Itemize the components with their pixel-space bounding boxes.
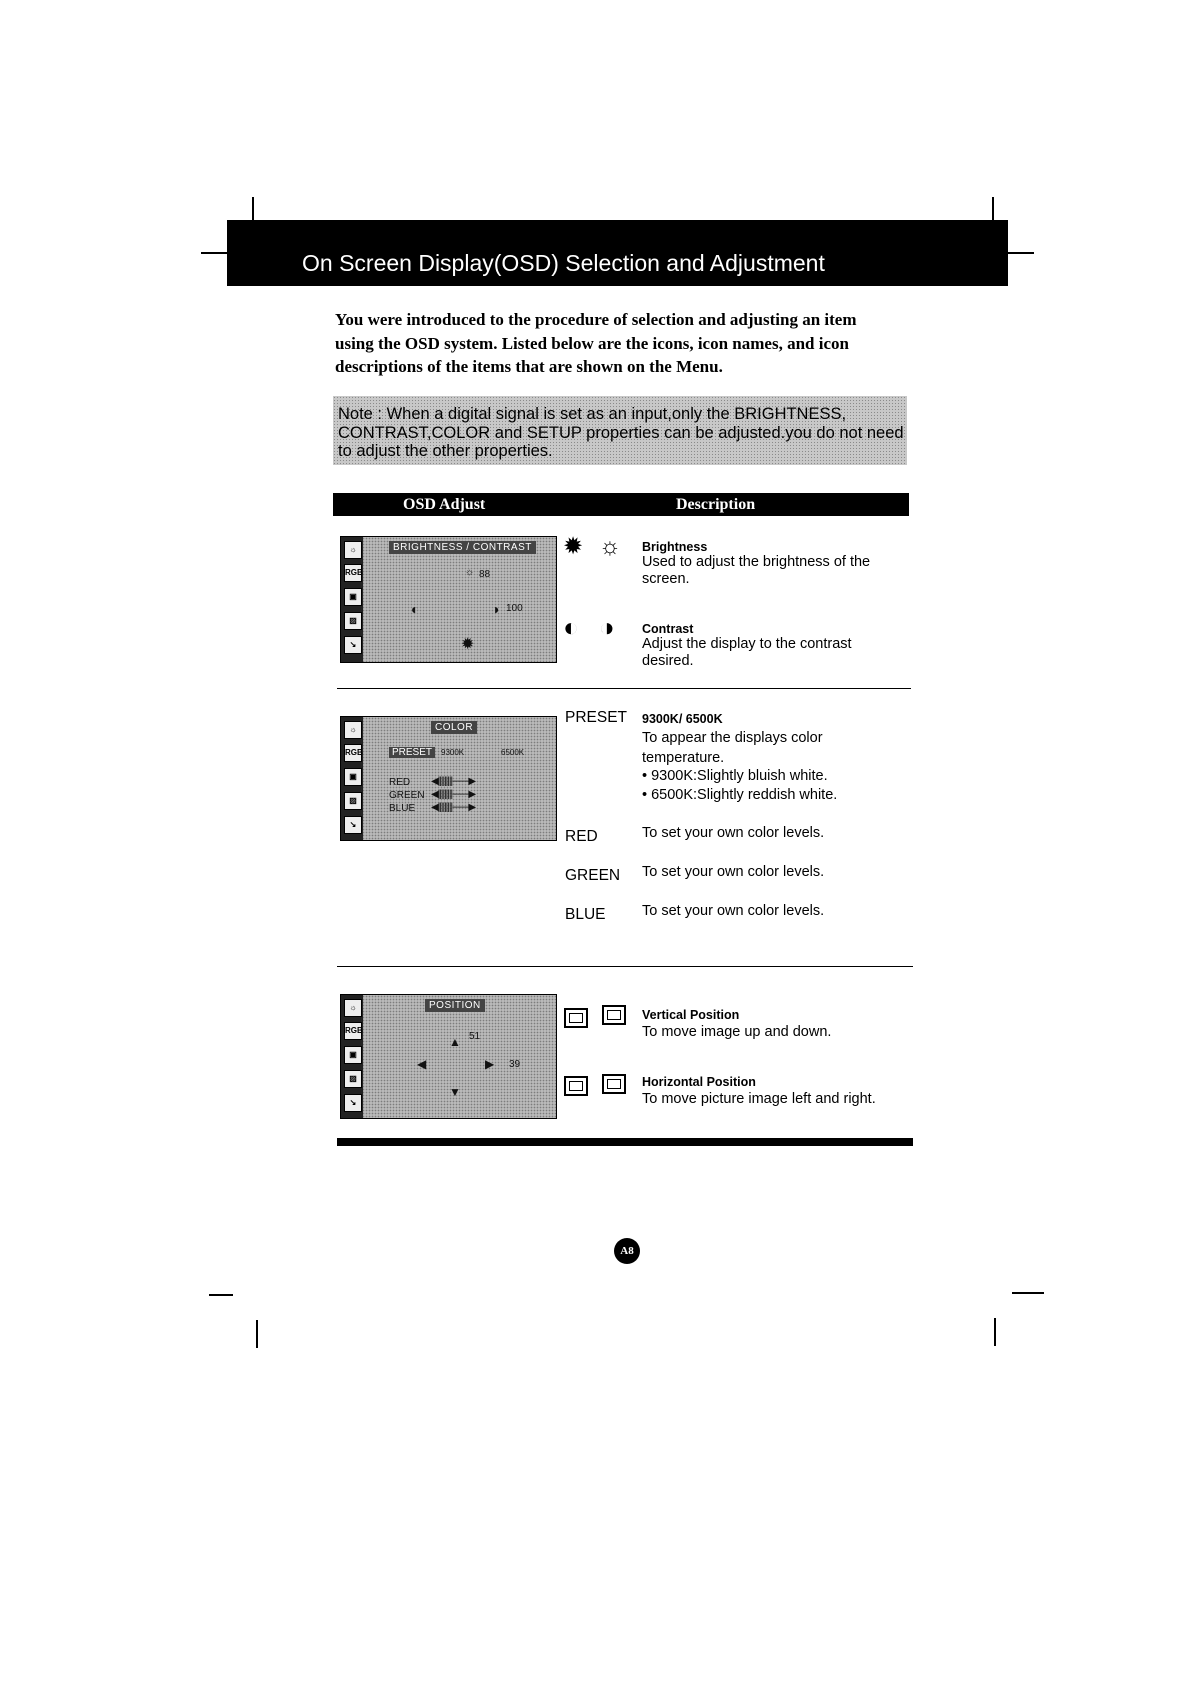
osd-icon-column [341, 995, 363, 1118]
footer-rule [337, 1138, 913, 1146]
osd-value: 51 [469, 1031, 481, 1042]
osd-sun-glyph: ☼ [465, 567, 475, 578]
col-osd-adjust: OSD Adjust [403, 496, 486, 513]
setup-icon: ▨ [344, 1070, 362, 1088]
osd-value: 100 [506, 603, 523, 614]
slider-bar: ◀|||||||||-------▶ [431, 789, 476, 800]
section-divider [337, 966, 913, 967]
setup-icon: ▨ [344, 612, 362, 630]
brightness-label: Brightness [642, 540, 708, 554]
crop-mark [994, 1318, 996, 1346]
contrast-label: Contrast [642, 622, 694, 636]
section-divider [337, 688, 911, 689]
osd-screen-color [340, 716, 557, 841]
sun-icon: ☼ [344, 999, 362, 1017]
contrast-desc: Adjust the display to the contrast desired. [642, 636, 852, 669]
preset-bullet: • 6500K:Slightly reddish white. [642, 787, 838, 803]
horizontal-left-icon [564, 1076, 588, 1096]
exit-icon: ↘ [344, 636, 362, 654]
horizontal-right-icon [602, 1074, 626, 1094]
osd-value: 88 [479, 569, 491, 580]
intro-paragraph: You were introduced to the procedure of selection and adjusting an item using the OSD system. Listed below are the icons, icon names, and icon descriptions of the items that are shown on the Menu. [335, 310, 857, 376]
osd-icon-column [341, 537, 363, 662]
preset-name: PRESET [565, 709, 628, 726]
osd-option: 9300K [441, 748, 465, 757]
red-name: RED [565, 828, 598, 845]
brightness-desc: Used to adjust the brightness of the screen. [642, 554, 871, 587]
green-name: GREEN [565, 867, 621, 884]
left-arrow-icon: ◀ [417, 1057, 427, 1071]
vertical-up-icon [602, 1005, 626, 1025]
preset-bullet: • 9300K:Slightly bluish white. [642, 768, 828, 784]
contrast-icon: ◐ [411, 601, 420, 617]
horizontal-label: Horizontal Position [642, 1075, 756, 1089]
osd-red: RED [389, 777, 411, 788]
blue-desc: To set your own color levels. [642, 903, 825, 919]
green-desc: To set your own color levels. [642, 864, 825, 880]
crop-mark [201, 252, 227, 254]
blue-name: BLUE [565, 906, 606, 923]
osd-title: COLOR [431, 721, 477, 734]
sun-icon: ☼ [344, 541, 362, 559]
slider-bar: ◀|||||||||-------▶ [431, 802, 476, 813]
table-header [333, 493, 909, 516]
osd-blue: BLUE [389, 803, 416, 814]
position-icon: ▣ [344, 1046, 362, 1064]
rgb-icon: RGB [344, 1022, 362, 1040]
down-arrow-icon: ▼ [449, 1085, 461, 1099]
contrast-icon: ◑ [491, 601, 500, 617]
page-number: A8 [614, 1238, 640, 1264]
rgb-icon: RGB [344, 564, 362, 582]
slider-bar: ◀|||||||||-------▶ [431, 776, 476, 787]
vertical-desc: To move image up and down. [642, 1024, 832, 1040]
osd-preset: PRESET [389, 747, 435, 758]
up-arrow-icon: ▲ [449, 1035, 461, 1049]
osd-screen-brightness [340, 536, 557, 663]
sun-icon: ✹ [461, 636, 475, 653]
contrast-icon: ◑ [599, 612, 615, 642]
osd-value: 39 [509, 1059, 521, 1070]
osd-option: 6500K [501, 748, 525, 757]
brightness-dark-icon: ✹ [563, 533, 584, 560]
exit-icon: ↘ [344, 1094, 362, 1112]
brightness-light-icon: ☼ [599, 533, 621, 560]
exit-icon: ↘ [344, 816, 362, 834]
osd-title: POSITION [425, 999, 485, 1012]
horizontal-desc: To move picture image left and right. [642, 1091, 876, 1107]
vertical-label: Vertical Position [642, 1008, 740, 1022]
position-icon: ▣ [344, 588, 362, 606]
osd-green: GREEN [389, 790, 425, 801]
rgb-icon: RGB [344, 744, 362, 762]
sun-icon: ☼ [344, 721, 362, 739]
crop-mark [1012, 1292, 1044, 1294]
osd-icon-column [341, 717, 363, 840]
osd-title: BRIGHTNESS / CONTRAST [389, 541, 536, 554]
position-icon: ▣ [344, 768, 362, 786]
vertical-down-icon [564, 1008, 588, 1028]
preset-desc: To appear the displays color temperature. [642, 730, 823, 766]
col-description: Description [676, 496, 756, 513]
osd-screen-position [340, 994, 557, 1119]
crop-mark [1008, 252, 1034, 254]
page-title: On Screen Display(OSD) Selection and Adjustment [302, 250, 825, 276]
contrast-icon: ◐ [563, 612, 579, 642]
crop-mark [209, 1294, 233, 1296]
setup-icon: ▨ [344, 792, 362, 810]
note-text: Note : When a digital signal is set as an input,only the BRIGHTNESS, CONTRAST,COLOR and SETUP properties can be adjusted.you do not need to adjust the other properties. [338, 405, 904, 460]
crop-mark [256, 1320, 258, 1348]
preset-value: 9300K/ 6500K [642, 712, 723, 726]
right-arrow-icon: ▶ [485, 1057, 495, 1071]
red-desc: To set your own color levels. [642, 825, 825, 841]
